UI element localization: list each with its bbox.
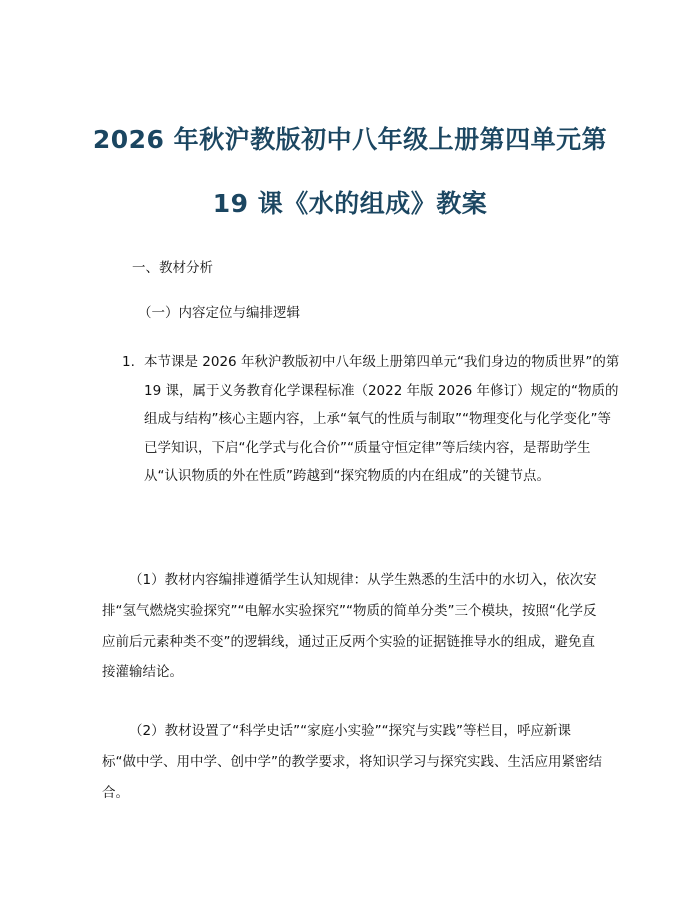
list-item-text: 本节课是 2026 年秋沪教版初中八年级上册第四单元“我们身边的物质世界”的第 19 课，属于义务教育化学课程标准（2022 年版 2026 年修订）规定的“物质的组成与结构”核心主题内容，上承“氧气的性质与制取”“物理变化与化学变化”等已学知识，下启“化学式与化合价”“质量守恒定律”等后续内容，是帮助学生从“认识物质的外在性质”跨越到“探究物质的内在组成”的关键节点。 xyxy=(144,354,620,485)
numbered-list-item xyxy=(122,348,622,491)
section-heading: 一、教材分析 xyxy=(132,260,213,276)
body-paragraph-1: （1）教材内容编排遵循学生认知规律：从学生熟悉的生活中的水切入，依次安排“氢气燃烧实验探究”“电解水实验探究”“物质的简单分类”三个模块，按照“化学反应前后元素种类不变”的逻辑线，通过正反两个实验的证据链推导水的组成，避免直接灌输结论。 xyxy=(102,572,597,681)
body-paragraph-2: （2）教材设置了“科学史话”“家庭小实验”“探究与实践”等栏目，呼应新课标“做中学、用中学、创中学”的教学要求，将知识学习与探究实践、生活应用紧密结合。 xyxy=(102,723,602,801)
document-title: 2026 年秋沪教版初中八年级上册第四单元第 19 课《水的组成》教案 xyxy=(92,125,608,218)
list-item-number: 1. xyxy=(122,354,135,370)
sub-heading: （一）内容定位与编排逻辑 xyxy=(138,305,300,321)
